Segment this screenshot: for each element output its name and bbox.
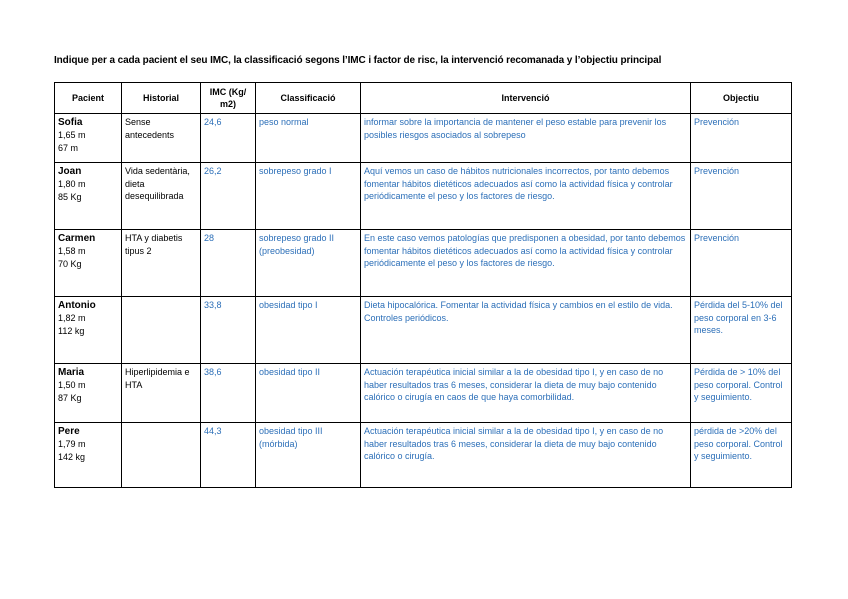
patient-name: Joan (58, 166, 82, 177)
header-objectiu: Objectiu (691, 83, 792, 114)
patient-cell (55, 364, 122, 423)
header-imc: IMC (Kg/ m2) (201, 83, 256, 114)
historial-cell: HTA y diabetis tipus 2 (122, 230, 201, 297)
patient-weight: 142 kg (58, 451, 86, 462)
historial-cell: Sense antecedents (122, 114, 201, 163)
table-row (55, 230, 792, 297)
patient-weight: 112 kg (58, 325, 85, 336)
imc-cell: 26,2 (201, 163, 256, 230)
header-pacient: Pacient (55, 83, 122, 114)
historial-cell: Hiperlipidemia e HTA (122, 364, 201, 423)
patient-height: 1,80 m (58, 179, 86, 189)
document-heading: Indique per a cada pacient el seu IMC, la classificació segons l’IMC i factor de risc, la intervenció recomanada y l’objectiu principal (54, 55, 662, 66)
objectiu-cell: Pérdida de > 10% del peso corporal. Control y seguimiento. (691, 364, 792, 423)
patient-name: Antonio (58, 300, 96, 311)
intervencio-cell: informar sobre la importancia de mantener el peso estable para prevenir los posibles riesgos asociados al sobrepeso (361, 114, 691, 163)
patient-cell (55, 163, 122, 230)
table-row (55, 297, 792, 364)
patient-cell (55, 114, 122, 163)
intervencio-cell: Aquí vemos un caso de hábitos nutricionales incorrectos, por tanto debemos fomentar hábitos dietéticos adecuados así como la actividad física y controlar periódicamente el peso y los factores de riesgo. (361, 163, 691, 230)
header-intervencio: Intervenció (361, 83, 691, 114)
classificacio-cell: obesidad tipo III (mórbida) (256, 423, 361, 488)
patient-height: 1,82 m (58, 313, 86, 323)
patient-height: 1,65 m (58, 130, 86, 140)
objectiu-cell: pérdida de >20% del peso corporal. Control y seguimiento. (691, 423, 792, 488)
table-row (55, 114, 792, 163)
classificacio-cell: sobrepeso grado II (preobesidad) (256, 230, 361, 297)
objectiu-cell: Pérdida del 5-10% del peso corporal en 3-6 meses. (691, 297, 792, 364)
imc-cell: 44,3 (201, 423, 256, 488)
patient-height: 1,58 m (58, 246, 86, 256)
header-historial: Historial (122, 83, 201, 114)
classificacio-cell: sobrepeso grado I (256, 163, 361, 230)
patient-weight: 85 Kg (58, 191, 82, 202)
historial-cell: Vida sedentària, dieta desequilibrada (122, 163, 201, 230)
patient-weight: 70 Kg (58, 258, 82, 269)
patient-cell (55, 297, 122, 364)
imc-cell: 24,6 (201, 114, 256, 163)
patient-weight: 87 Kg (58, 392, 82, 403)
patient-height: 1,50 m (58, 380, 86, 390)
imc-cell: 28 (201, 230, 256, 297)
table-row (55, 423, 792, 488)
patient-height: 1,79 m (58, 439, 86, 449)
intervencio-cell: Dieta hipocalórica. Fomentar la actividad física y cambios en el estilo de vida. Controles periódicos. (361, 297, 691, 364)
historial-cell (122, 423, 201, 488)
historial-cell (122, 297, 201, 364)
patient-name: Carmen (58, 233, 96, 244)
patient-cell (55, 423, 122, 488)
objectiu-cell: Prevención (691, 163, 792, 230)
imc-cell: 38,6 (201, 364, 256, 423)
header-classificacio: Classificació (256, 83, 361, 114)
patient-name: Maria (58, 367, 85, 378)
table-header-row (55, 83, 792, 114)
patient-name: Pere (58, 426, 80, 437)
patient-weight: 67 m (58, 142, 79, 153)
patients-table (54, 82, 792, 488)
intervencio-cell: Actuación terapéutica inicial similar a la de obesidad tipo I, y en caso de no haber resultados tras 6 meses, considerar la dieta de muy bajo contenido calórico o cirugía en caos de que haya comorbilidad. (361, 364, 691, 423)
patient-name: Sofia (58, 117, 83, 128)
intervencio-cell: En este caso vemos patologías que predisponen a obesidad, por tanto debemos fomentar hábitos dietéticos adecuados así como la actividad física y controlar periódicamente el peso y los factores de riesgo. (361, 230, 691, 297)
classificacio-cell: obesidad tipo II (256, 364, 361, 423)
table-row (55, 163, 792, 230)
classificacio-cell: obesidad tipo I (256, 297, 361, 364)
imc-cell: 33,8 (201, 297, 256, 364)
objectiu-cell: Prevención (691, 230, 792, 297)
objectiu-cell: Prevención (691, 114, 792, 163)
classificacio-cell: peso normal (256, 114, 361, 163)
table-row (55, 364, 792, 423)
intervencio-cell: Actuación terapéutica inicial similar a la de obesidad tipo I, y en caso de no haber resultados tras 6 meses, considerar la dieta de muy bajo contenido calórico o cirugía. (361, 423, 691, 488)
patient-cell (55, 230, 122, 297)
